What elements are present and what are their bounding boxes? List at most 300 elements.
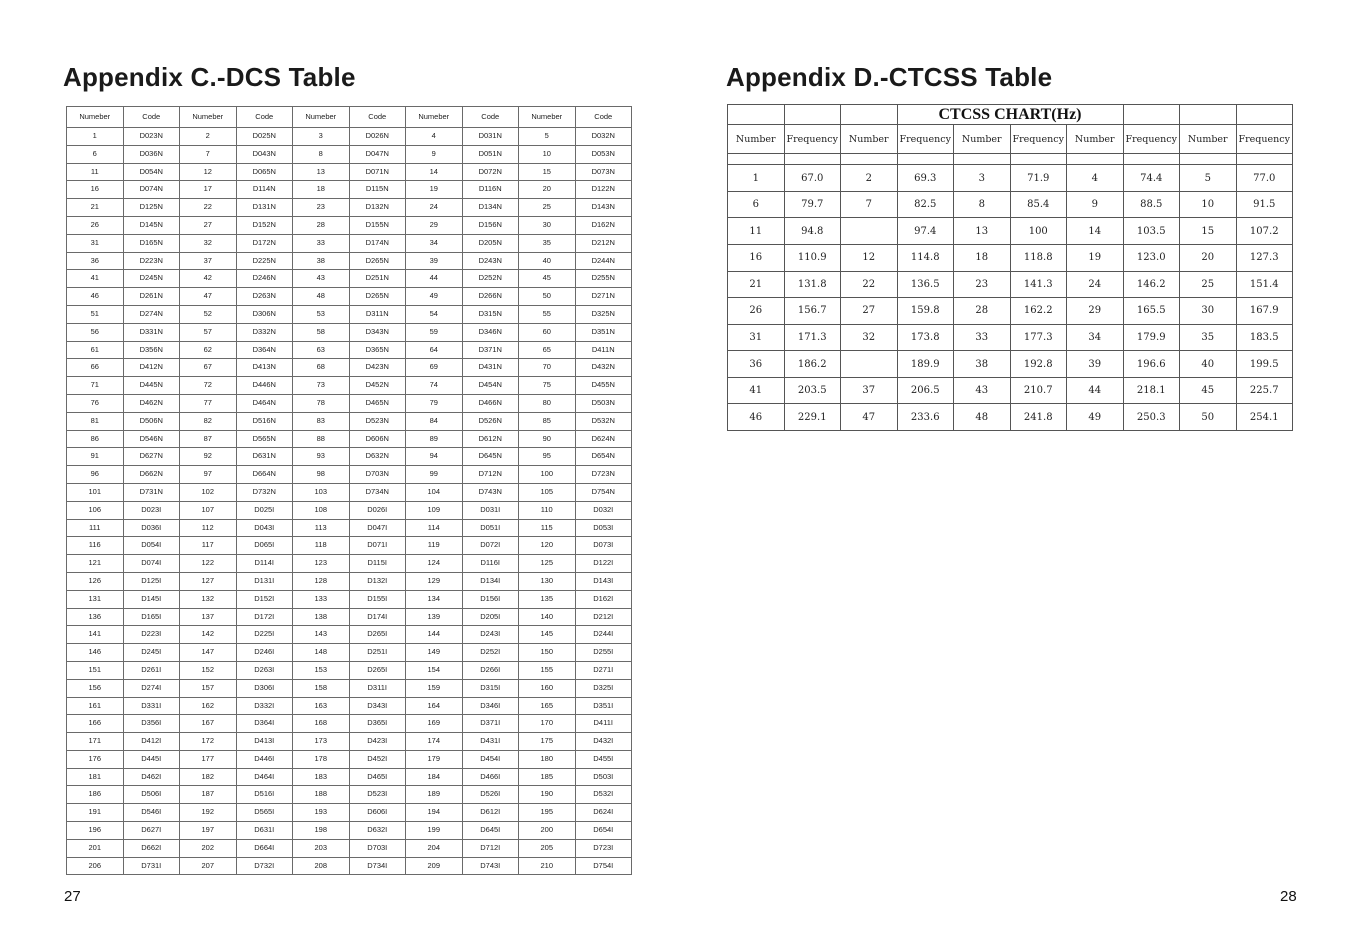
number-cell: 24 (1067, 271, 1124, 298)
frequency-cell: 225.7 (1236, 377, 1293, 404)
number-cell: 124 (406, 555, 463, 573)
code-cell: D445I (123, 750, 180, 768)
code-cell: D036I (123, 519, 180, 537)
code-cell: D506N (123, 412, 180, 430)
number-cell: 50 (1180, 404, 1237, 431)
code-cell: D627N (123, 448, 180, 466)
frequency-cell: 206.5 (897, 377, 954, 404)
code-cell: D047I (349, 519, 406, 537)
number-cell: 83 (293, 412, 350, 430)
frequency-cell: 146.2 (1123, 271, 1180, 298)
number-cell: 135 (519, 590, 576, 608)
code-cell: D452I (349, 750, 406, 768)
table-row (67, 234, 632, 252)
table-row (67, 448, 632, 466)
number-cell: 3 (293, 128, 350, 146)
table-row (67, 163, 632, 181)
code-cell: D156N (462, 216, 519, 234)
number-cell: 159 (406, 679, 463, 697)
code-cell: D023I (123, 501, 180, 519)
code-cell: D423N (349, 359, 406, 377)
number-cell: 65 (519, 341, 576, 359)
code-cell: D054N (123, 163, 180, 181)
code-cell: D265I (349, 626, 406, 644)
code-cell: D131N (236, 199, 293, 217)
number-cell: 41 (67, 270, 124, 288)
number-cell: 115 (519, 519, 576, 537)
number-cell: 136 (67, 608, 124, 626)
number-cell: 12 (180, 163, 237, 181)
code-cell: D466N (462, 394, 519, 412)
column-header: Number (1180, 125, 1237, 154)
table-row (67, 377, 632, 395)
table-row (67, 466, 632, 484)
code-cell: D252I (462, 644, 519, 662)
number-cell: 121 (67, 555, 124, 573)
code-cell: D464N (236, 394, 293, 412)
column-header: Frequency (897, 125, 954, 154)
code-cell: D462N (123, 394, 180, 412)
number-cell: 142 (180, 626, 237, 644)
number-cell: 39 (406, 252, 463, 270)
table-row (67, 519, 632, 537)
number-cell: 72 (180, 377, 237, 395)
code-cell: D156I (462, 590, 519, 608)
code-cell: D172N (236, 234, 293, 252)
table-row (67, 839, 632, 857)
number-cell: 97 (180, 466, 237, 484)
code-cell: D503N (575, 394, 632, 412)
code-cell: D026N (349, 128, 406, 146)
number-cell: 6 (728, 191, 785, 218)
code-cell: D054I (123, 537, 180, 555)
code-cell: D712N (462, 466, 519, 484)
code-cell: D274N (123, 305, 180, 323)
code-cell: D506I (123, 786, 180, 804)
number-cell: 128 (293, 572, 350, 590)
number-cell: 175 (519, 733, 576, 751)
code-cell: D411N (575, 341, 632, 359)
number-cell: 101 (67, 483, 124, 501)
table-row (67, 181, 632, 199)
number-cell: 66 (67, 359, 124, 377)
number-cell: 144 (406, 626, 463, 644)
code-cell: D116N (462, 181, 519, 199)
table-row (67, 145, 632, 163)
number-cell: 104 (406, 483, 463, 501)
code-cell: D051I (462, 519, 519, 537)
code-cell: D432I (575, 733, 632, 751)
number-cell: 77 (180, 394, 237, 412)
chart-title-row (728, 105, 1293, 125)
number-cell: 43 (293, 270, 350, 288)
code-cell: D723I (575, 839, 632, 857)
table-row (67, 590, 632, 608)
table-row (728, 165, 1293, 192)
number-cell: 146 (67, 644, 124, 662)
code-cell: D074N (123, 181, 180, 199)
number-cell: 4 (406, 128, 463, 146)
code-cell: D032N (575, 128, 632, 146)
frequency-cell: 162.2 (1010, 298, 1067, 325)
number-cell: 158 (293, 679, 350, 697)
code-cell: D115N (349, 181, 406, 199)
number-cell: 123 (293, 555, 350, 573)
table-row (67, 394, 632, 412)
frequency-cell: 91.5 (1236, 191, 1293, 218)
code-cell: D025N (236, 128, 293, 146)
code-cell: D631I (236, 822, 293, 840)
number-cell: 78 (293, 394, 350, 412)
number-cell: 111 (67, 519, 124, 537)
number-cell: 92 (180, 448, 237, 466)
number-cell: 23 (293, 199, 350, 217)
code-cell: D662N (123, 466, 180, 484)
code-cell: D306I (236, 679, 293, 697)
code-cell: D132I (349, 572, 406, 590)
number-cell: 166 (67, 715, 124, 733)
code-cell: D143I (575, 572, 632, 590)
number-cell: 189 (406, 786, 463, 804)
number-cell: 71 (67, 377, 124, 395)
code-cell: D356I (123, 715, 180, 733)
number-cell: 168 (293, 715, 350, 733)
number-cell: 149 (406, 644, 463, 662)
number-cell: 176 (67, 750, 124, 768)
code-cell: D134N (462, 199, 519, 217)
number-cell (841, 218, 898, 245)
code-cell: D331I (123, 697, 180, 715)
code-cell: D523N (349, 412, 406, 430)
code-cell: D454I (462, 750, 519, 768)
number-cell: 89 (406, 430, 463, 448)
frequency-cell: 173.8 (897, 324, 954, 351)
code-cell: D223N (123, 252, 180, 270)
number-cell: 145 (519, 626, 576, 644)
code-cell: D465I (349, 768, 406, 786)
table-row (67, 501, 632, 519)
number-cell: 160 (519, 679, 576, 697)
code-cell: D412N (123, 359, 180, 377)
number-cell: 150 (519, 644, 576, 662)
code-cell: D606I (349, 804, 406, 822)
number-cell: 35 (1180, 324, 1237, 351)
code-cell: D261I (123, 661, 180, 679)
number-cell: 60 (519, 323, 576, 341)
number-cell: 29 (1067, 298, 1124, 325)
table-row (67, 555, 632, 573)
number-cell: 31 (728, 324, 785, 351)
number-cell: 12 (841, 244, 898, 271)
table-row (67, 252, 632, 270)
code-cell: D073N (575, 163, 632, 181)
frequency-cell: 203.5 (784, 377, 841, 404)
frequency-cell: 241.8 (1010, 404, 1067, 431)
code-cell: D265N (349, 252, 406, 270)
column-header: Frequency (1236, 125, 1293, 154)
blank-cell (1236, 105, 1293, 125)
code-cell: D047N (349, 145, 406, 163)
code-cell: D114N (236, 181, 293, 199)
code-cell: D632N (349, 448, 406, 466)
number-cell: 191 (67, 804, 124, 822)
number-cell: 151 (67, 661, 124, 679)
number-cell: 209 (406, 857, 463, 875)
code-cell: D465N (349, 394, 406, 412)
code-cell: D516N (236, 412, 293, 430)
number-cell: 5 (1180, 165, 1237, 192)
number-cell: 82 (180, 412, 237, 430)
frequency-cell: 177.3 (1010, 324, 1067, 351)
code-cell: D423I (349, 733, 406, 751)
number-cell: 109 (406, 501, 463, 519)
code-cell: D246N (236, 270, 293, 288)
table-row (728, 351, 1293, 378)
column-header: Number (1067, 125, 1124, 154)
code-cell: D065N (236, 163, 293, 181)
number-cell: 183 (293, 768, 350, 786)
frequency-cell: 183.5 (1236, 324, 1293, 351)
code-cell: D271N (575, 288, 632, 306)
number-cell: 126 (67, 572, 124, 590)
code-cell: D606N (349, 430, 406, 448)
number-cell: 26 (728, 298, 785, 325)
code-cell: D365I (349, 715, 406, 733)
number-cell: 39 (1067, 351, 1124, 378)
chart-title: CTCSS CHART(Hz) (897, 105, 1123, 125)
code-cell: D245I (123, 644, 180, 662)
number-cell: 63 (293, 341, 350, 359)
code-cell: D255N (575, 270, 632, 288)
number-cell: 112 (180, 519, 237, 537)
number-cell: 20 (519, 181, 576, 199)
code-cell: D225I (236, 626, 293, 644)
number-cell: 107 (180, 501, 237, 519)
number-cell: 27 (841, 298, 898, 325)
code-cell: D466I (462, 768, 519, 786)
code-cell: D152N (236, 216, 293, 234)
code-cell: D266N (462, 288, 519, 306)
frequency-cell: 218.1 (1123, 377, 1180, 404)
code-cell: D114I (236, 555, 293, 573)
number-cell: 207 (180, 857, 237, 875)
code-cell: D225N (236, 252, 293, 270)
number-cell: 13 (293, 163, 350, 181)
frequency-cell: 110.9 (784, 244, 841, 271)
table-row (67, 608, 632, 626)
table-row (67, 270, 632, 288)
number-cell: 70 (519, 359, 576, 377)
spacer-row (728, 154, 1293, 165)
number-cell: 102 (180, 483, 237, 501)
number-cell: 28 (954, 298, 1011, 325)
number-cell: 42 (180, 270, 237, 288)
code-cell: D703N (349, 466, 406, 484)
table-row (67, 305, 632, 323)
code-cell: D712I (462, 839, 519, 857)
code-cell: D205N (462, 234, 519, 252)
code-cell: D731N (123, 483, 180, 501)
number-cell: 170 (519, 715, 576, 733)
table-row (728, 191, 1293, 218)
code-cell: D271I (575, 661, 632, 679)
table-row (67, 341, 632, 359)
code-cell: D664N (236, 466, 293, 484)
frequency-cell: 77.0 (1236, 165, 1293, 192)
number-cell: 55 (519, 305, 576, 323)
frequency-cell: 97.4 (897, 218, 954, 245)
number-cell: 33 (954, 324, 1011, 351)
number-cell: 138 (293, 608, 350, 626)
code-cell: D252N (462, 270, 519, 288)
number-cell: 14 (1067, 218, 1124, 245)
code-cell: D624N (575, 430, 632, 448)
code-cell: D261N (123, 288, 180, 306)
number-cell: 100 (519, 466, 576, 484)
code-cell: D122N (575, 181, 632, 199)
code-cell: D265I (349, 661, 406, 679)
frequency-cell: 167.9 (1236, 298, 1293, 325)
frequency-cell: 71.9 (1010, 165, 1067, 192)
number-cell: 56 (67, 323, 124, 341)
code-cell: D263N (236, 288, 293, 306)
number-cell: 117 (180, 537, 237, 555)
number-cell: 21 (67, 199, 124, 217)
code-cell: D364I (236, 715, 293, 733)
code-cell: D732I (236, 857, 293, 875)
number-cell: 182 (180, 768, 237, 786)
frequency-cell: 171.3 (784, 324, 841, 351)
number-cell: 178 (293, 750, 350, 768)
code-cell: D332N (236, 323, 293, 341)
code-cell: D315I (462, 679, 519, 697)
page-title: Appendix D.-CTCSS Table (726, 62, 1053, 92)
number-cell: 9 (406, 145, 463, 163)
code-cell: D155I (349, 590, 406, 608)
ctcss-table (727, 104, 1293, 431)
number-cell: 93 (293, 448, 350, 466)
number-cell: 23 (954, 271, 1011, 298)
code-cell: D332I (236, 697, 293, 715)
code-cell: D723N (575, 466, 632, 484)
code-cell: D532N (575, 412, 632, 430)
number-cell: 119 (406, 537, 463, 555)
code-cell: D754I (575, 857, 632, 875)
column-header: Code (236, 107, 293, 128)
number-cell: 140 (519, 608, 576, 626)
number-cell: 27 (180, 216, 237, 234)
number-cell: 36 (67, 252, 124, 270)
number-cell: 210 (519, 857, 576, 875)
code-cell: D734I (349, 857, 406, 875)
blank-cell (841, 105, 898, 125)
number-cell: 91 (67, 448, 124, 466)
code-cell: D632I (349, 822, 406, 840)
table-row (67, 430, 632, 448)
code-cell: D654I (575, 822, 632, 840)
table-row (728, 218, 1293, 245)
code-cell: D612N (462, 430, 519, 448)
number-cell: 200 (519, 822, 576, 840)
number-cell: 137 (180, 608, 237, 626)
code-cell: D212N (575, 234, 632, 252)
number-cell: 169 (406, 715, 463, 733)
code-cell: D664I (236, 839, 293, 857)
table-row (67, 483, 632, 501)
code-cell: D174N (349, 234, 406, 252)
code-cell: D315N (462, 305, 519, 323)
number-cell: 110 (519, 501, 576, 519)
page-number: 27 (64, 888, 81, 905)
number-cell: 103 (293, 483, 350, 501)
code-cell: D346N (462, 323, 519, 341)
number-cell: 52 (180, 305, 237, 323)
code-cell: D732N (236, 483, 293, 501)
table-row (67, 199, 632, 217)
number-cell: 34 (1067, 324, 1124, 351)
number-cell: 154 (406, 661, 463, 679)
code-cell: D455N (575, 377, 632, 395)
frequency-cell: 69.3 (897, 165, 954, 192)
frequency-cell: 159.8 (897, 298, 954, 325)
code-cell: D032I (575, 501, 632, 519)
number-cell: 164 (406, 697, 463, 715)
number-cell: 7 (180, 145, 237, 163)
number-cell: 163 (293, 697, 350, 715)
code-cell: D266I (462, 661, 519, 679)
column-header: Frequency (1123, 125, 1180, 154)
code-cell: D523I (349, 786, 406, 804)
number-cell: 179 (406, 750, 463, 768)
code-cell: D445N (123, 377, 180, 395)
number-cell: 13 (954, 218, 1011, 245)
number-cell: 113 (293, 519, 350, 537)
code-cell: D645I (462, 822, 519, 840)
code-cell: D565I (236, 804, 293, 822)
code-cell: D412I (123, 733, 180, 751)
number-cell: 131 (67, 590, 124, 608)
code-cell: D371I (462, 715, 519, 733)
code-cell: D143N (575, 199, 632, 217)
number-cell: 1 (67, 128, 124, 146)
number-cell: 38 (293, 252, 350, 270)
number-cell: 132 (180, 590, 237, 608)
number-cell: 3 (954, 165, 1011, 192)
code-cell: D212I (575, 608, 632, 626)
column-header: Numeber (180, 107, 237, 128)
number-cell: 46 (67, 288, 124, 306)
code-cell: D116I (462, 555, 519, 573)
number-cell: 190 (519, 786, 576, 804)
code-cell: D071I (349, 537, 406, 555)
code-cell: D073I (575, 537, 632, 555)
code-cell: D115I (349, 555, 406, 573)
number-cell: 208 (293, 857, 350, 875)
number-cell: 87 (180, 430, 237, 448)
code-cell: D162N (575, 216, 632, 234)
number-cell (841, 351, 898, 378)
number-cell: 205 (519, 839, 576, 857)
number-cell: 80 (519, 394, 576, 412)
table-row (67, 626, 632, 644)
frequency-cell: 136.5 (897, 271, 954, 298)
number-cell: 18 (293, 181, 350, 199)
number-cell: 186 (67, 786, 124, 804)
number-cell: 30 (1180, 298, 1237, 325)
code-cell: D743N (462, 483, 519, 501)
code-cell: D051N (462, 145, 519, 163)
number-cell: 198 (293, 822, 350, 840)
